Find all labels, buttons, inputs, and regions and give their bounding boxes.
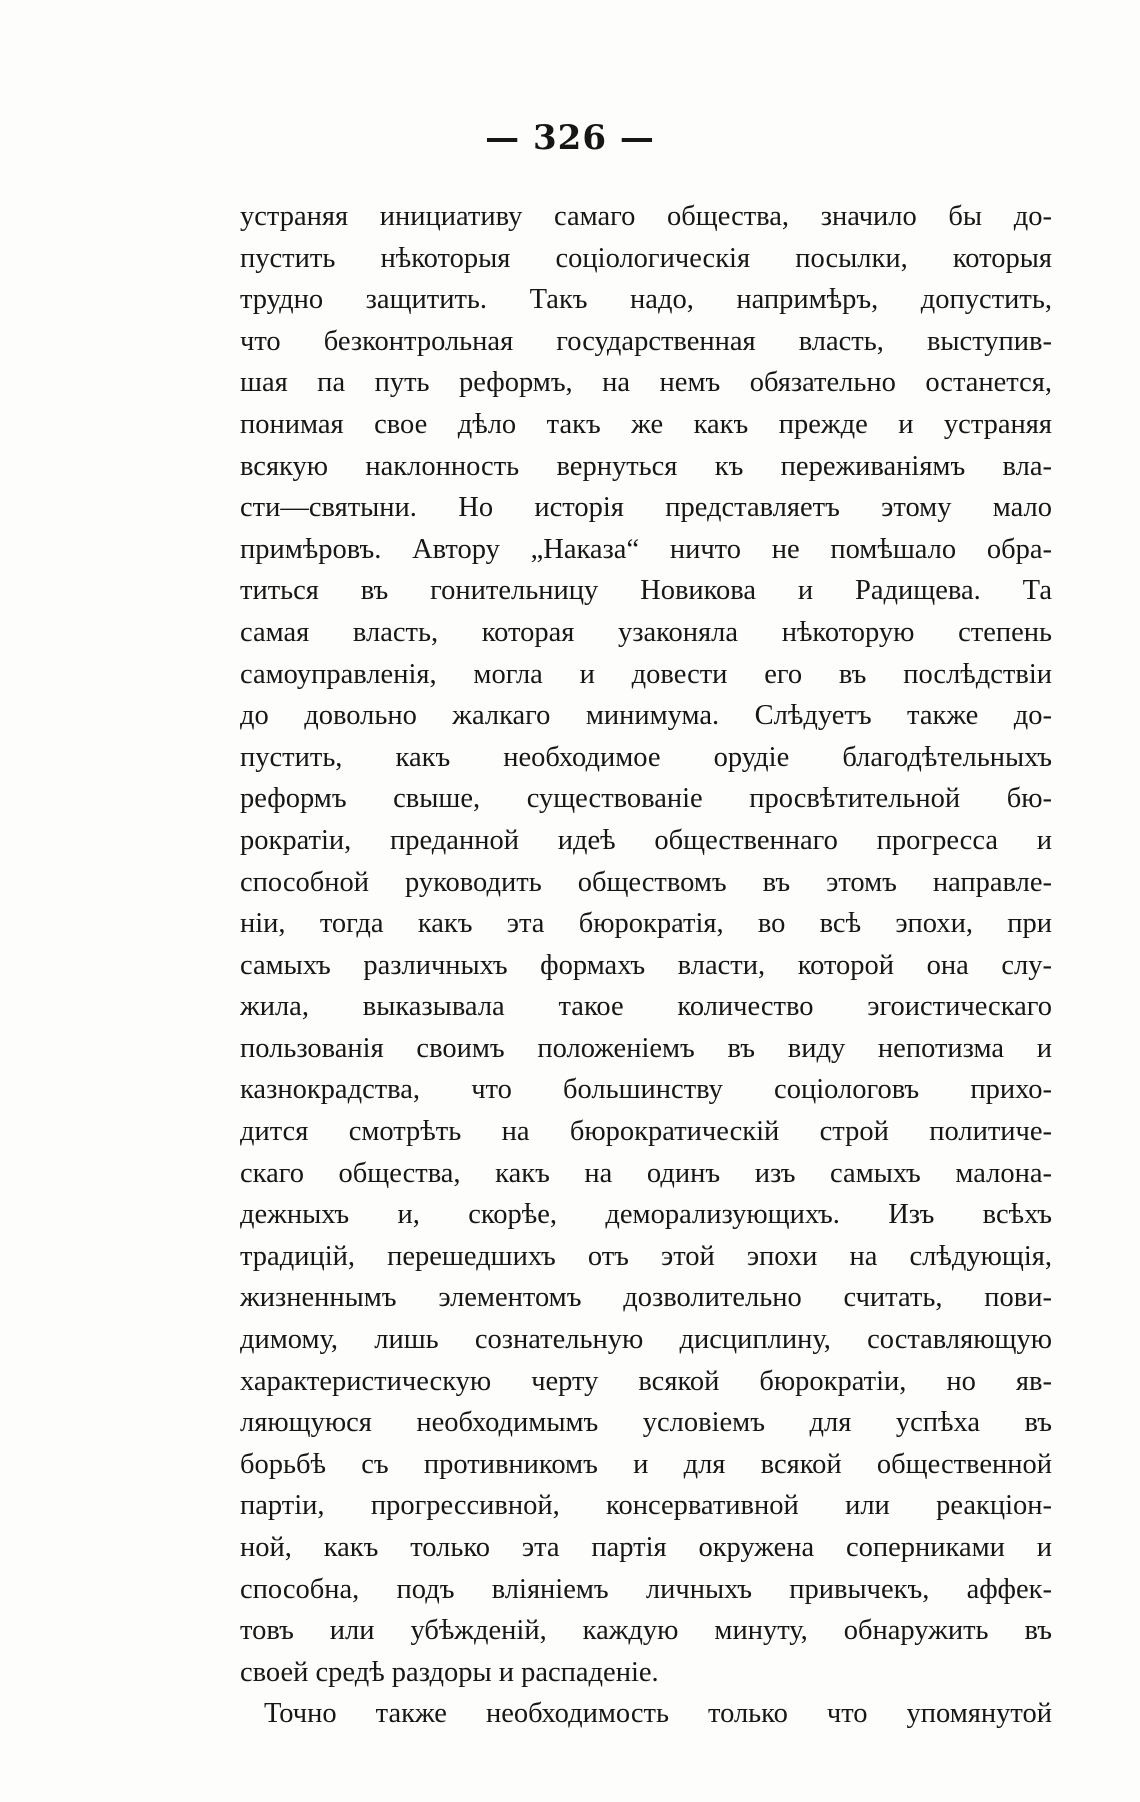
text-line: ніи, тогда какъ эта бюрократія, во всѣ эпохи, при <box>240 908 1052 940</box>
text-line: традицій, перешедшихъ отъ этой эпохи на слѣдующія, <box>240 1240 1052 1272</box>
text-line: ной, какъ только эта партія окружена соперниками и <box>240 1532 1052 1563</box>
text-line: способной руководить обществомъ въ этомъ направле- <box>240 866 1052 898</box>
text-line: пустить, какъ необходимое орудіе благодѣтельныхъ <box>240 741 1052 773</box>
text-line: самая власть, которая узаконяла нѣкоторую степень <box>240 616 1052 648</box>
text-line: димому, лишь сознательную дисциплину, составляющую <box>240 1324 1052 1356</box>
text-line: что безконтрольная государственная власть, выступив- <box>240 325 1052 357</box>
page-number: — 326 — <box>485 118 655 158</box>
text-line: примѣровъ. Автору „Наказа“ ничто не помѣшало обра- <box>240 533 1052 565</box>
body-text <box>240 196 1052 1735</box>
text-line: всякую наклонность вернуться къ переживаніямъ вла- <box>240 450 1052 482</box>
text-line: борьбѣ съ противникомъ и для всякой общественной <box>240 1448 1052 1480</box>
text-line: партіи, прогрессивной, консервативной или реакціон- <box>240 1490 1052 1522</box>
text-line: жизненнымъ элементомъ дозволительно считать, пови- <box>240 1282 1052 1314</box>
text-line: ляющуюся необходимымъ условіемъ для успѣха въ <box>240 1407 1052 1439</box>
text-line: скаго общества, какъ на одинъ изъ самыхъ малона- <box>240 1157 1052 1189</box>
text-line: реформъ свыше, существованіе просвѣтительной бю- <box>240 783 1052 815</box>
text-line: титься въ гонительницу Новикова и Радищева. Та <box>240 575 1052 607</box>
text-line: дежныхъ и, скорѣе, деморализующихъ. Изъ всѣхъ <box>240 1199 1052 1231</box>
text-line: товъ или убѣжденій, каждую минуту, обнаружить въ <box>240 1615 1052 1647</box>
text-line: самыхъ различныхъ формахъ власти, которой она слу- <box>240 949 1052 981</box>
text-line: жила, выказывала такое количество эгоистическаго <box>240 991 1052 1023</box>
text-line: пользованія своимъ положеніемъ въ виду непотизма и <box>240 1032 1052 1064</box>
text-line: способна, подъ вліяніемъ личныхъ привычекъ, аффек- <box>240 1573 1052 1605</box>
text-line: рократіи, преданной идеѣ общественнаго прогресса и <box>240 824 1052 856</box>
text-line: своей средѣ раздоры и распаденіе. <box>240 1656 659 1688</box>
text-line: до довольно жалкаго минимума. Слѣдуетъ также до- <box>240 700 1052 732</box>
text-line: трудно защитить. Такъ надо, напримѣръ, допустить, <box>240 284 1052 316</box>
text-line: устраняя инициативу самаго общества, значило бы до- <box>240 201 1052 232</box>
text-line: Точно также необходимость только что упомянутой <box>264 1698 1052 1730</box>
text-line: дится смотрѣть на бюрократическій строй политиче- <box>240 1116 1052 1148</box>
text-line: пустить нѣкоторыя соціологическія посылки, которыя <box>240 242 1052 274</box>
text-line: понимая свое дѣло такъ же какъ прежде и устраняя <box>240 408 1052 440</box>
text-line: шая па путь реформъ, на немъ обязательно останется, <box>240 367 1052 399</box>
text-line: характеристическую черту всякой бюрократіи, но яв- <box>240 1365 1052 1397</box>
text-line: казнокрадства, что большинству соціологовъ прихо- <box>240 1074 1052 1106</box>
text-line: самоуправленія, могла и довести его въ послѣдствіи <box>240 658 1052 690</box>
text-line: сти—святыни. Но исторія представляетъ этому мало <box>240 492 1052 524</box>
